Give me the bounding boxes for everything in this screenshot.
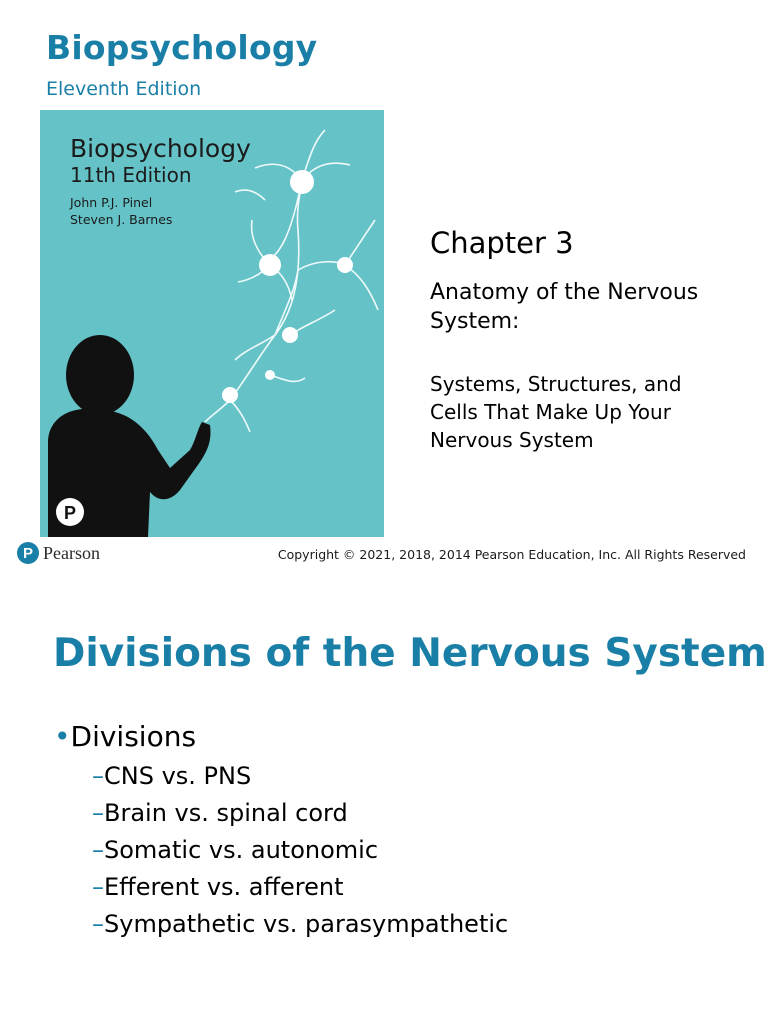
neuron-body-top <box>290 170 314 194</box>
cover-author: John P.J. Pinel <box>70 195 153 210</box>
cover-title: Biopsychology <box>70 134 251 163</box>
dash-marker: – <box>92 910 104 938</box>
copyright-notice: Copyright © 2021, 2018, 2014 Pearson Education, Inc. All Rights Reserved <box>277 547 746 562</box>
neuron-body-mid <box>259 254 281 276</box>
cover-edition: 11th Edition <box>70 163 192 187</box>
sub-bullet-text: Brain vs. spinal cord <box>104 799 348 827</box>
neuron-body-lower <box>282 327 298 343</box>
slide-title: Biopsychology <box>46 28 318 67</box>
svg-text:P: P <box>22 545 34 562</box>
sub-bullet-item <box>92 760 508 797</box>
bullet-text: Divisions <box>70 720 197 753</box>
chapter-description: Systems, Structures, and Cells That Make Up Your Nervous System <box>430 372 682 452</box>
bullet-item <box>54 720 196 753</box>
svg-text:P: P <box>63 503 77 523</box>
chapter-title: Anatomy of the Nervous System: <box>430 280 699 334</box>
sub-bullet-list <box>92 760 508 945</box>
chapter-number: Chapter 3 <box>430 226 574 260</box>
sub-bullet-item <box>92 834 508 871</box>
book-cover <box>40 110 384 537</box>
pearson-logo <box>17 540 100 566</box>
edition-subtitle: Eleventh Edition <box>46 78 202 100</box>
dash-marker: – <box>92 762 104 790</box>
sub-bullet-item <box>92 908 508 945</box>
dash-marker: – <box>92 873 104 901</box>
sub-bullet-text: Somatic vs. autonomic <box>104 836 379 864</box>
slide-title: Divisions of the Nervous System <box>53 631 767 676</box>
neuron-body-small <box>265 370 275 380</box>
neuron-body-right <box>337 257 353 273</box>
dash-marker: – <box>92 799 104 827</box>
neuron-body-bottom <box>222 387 238 403</box>
dash-marker: – <box>92 836 104 864</box>
pearson-logo-icon <box>17 542 39 564</box>
bullet-marker: • <box>54 720 71 753</box>
sub-bullet-item <box>92 797 508 834</box>
pearson-logo-text: Pearson <box>43 542 100 563</box>
sub-bullet-text: Efferent vs. afferent <box>104 873 344 901</box>
sub-bullet-text: CNS vs. PNS <box>104 762 252 790</box>
sub-bullet-text: Sympathetic vs. parasympathetic <box>104 910 509 938</box>
cover-author: Steven J. Barnes <box>70 212 173 227</box>
sub-bullet-item <box>92 871 508 908</box>
